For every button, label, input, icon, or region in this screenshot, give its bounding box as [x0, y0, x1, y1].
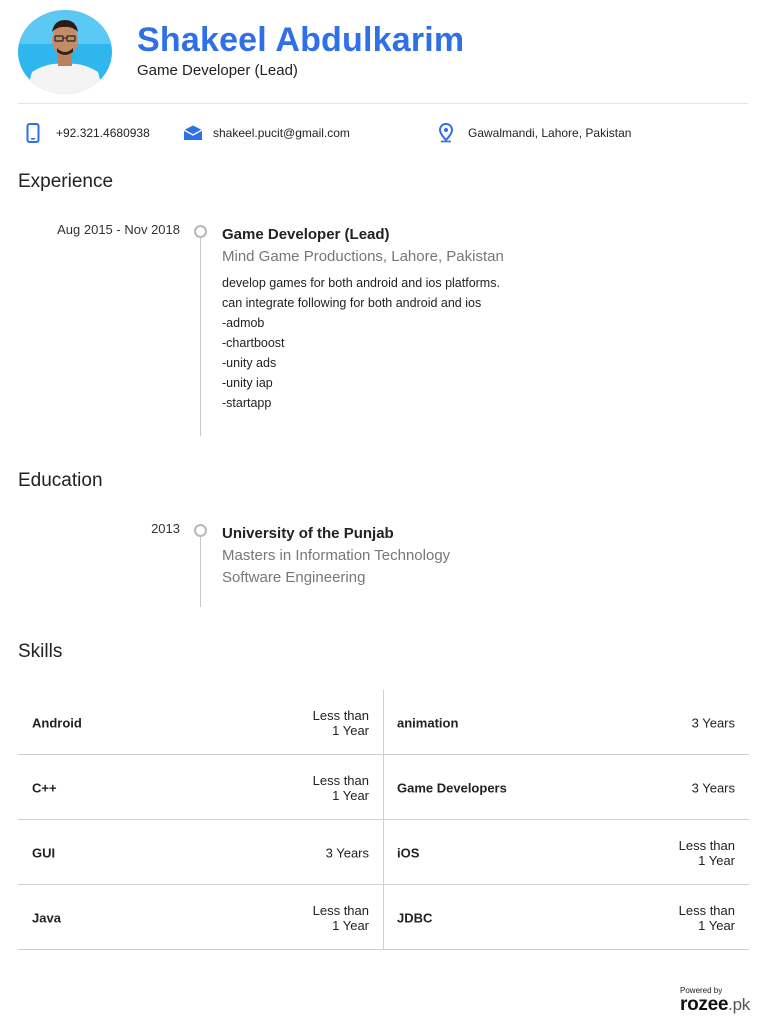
experience-company: Mind Game Productions, Lahore, Pakistan — [222, 248, 504, 265]
skills-row — [18, 885, 749, 950]
skill-exp-line: Less than — [312, 902, 369, 918]
skill-cell — [384, 885, 749, 950]
skill-cell — [384, 690, 749, 755]
skill-cell — [384, 755, 749, 820]
experience-timeline-line — [200, 238, 201, 436]
skill-exp-line: 1 Year — [332, 917, 369, 933]
skill-experience — [625, 780, 735, 795]
education-date: 2013 — [151, 521, 180, 536]
skill-cell — [384, 820, 749, 885]
skill-experience — [625, 838, 735, 868]
skill-experience — [259, 708, 369, 738]
education-institution: University of the Punjab — [222, 525, 394, 542]
location-text: Gawalmandi, Lahore, Pakistan — [468, 126, 632, 140]
skill-name: JDBC — [397, 910, 433, 925]
skills-table — [18, 690, 749, 950]
experience-desc-line: -admob — [222, 316, 265, 330]
brand-suffix: .pk — [728, 995, 750, 1014]
skill-exp-line: Less than — [678, 902, 735, 918]
skill-name: Java — [32, 910, 61, 925]
education-timeline-line — [200, 537, 201, 607]
skill-exp-line: 3 Years — [691, 715, 735, 730]
education-heading: Education — [18, 470, 103, 491]
experience-desc-line: -unity iap — [222, 376, 273, 390]
skill-exp-line: 1 Year — [332, 722, 369, 738]
candidate-title: Game Developer (Lead) — [137, 62, 298, 79]
skill-name: Android — [32, 715, 82, 730]
candidate-name: Shakeel Abdulkarim — [137, 21, 465, 59]
experience-desc-line: develop games for both android and ios platforms. — [222, 276, 500, 290]
contact-email — [183, 123, 350, 143]
experience-heading: Experience — [18, 171, 114, 192]
education-timeline-dot — [194, 524, 207, 537]
skill-experience — [259, 845, 369, 860]
powered-by-label: Powered by — [680, 986, 723, 995]
experience-desc-line: -chartboost — [222, 336, 285, 350]
experience-desc-line: -unity ads — [222, 356, 277, 370]
skill-experience — [625, 715, 735, 730]
skill-name: animation — [397, 715, 459, 730]
skill-cell — [18, 885, 384, 950]
skill-name: GUI — [32, 845, 56, 860]
email-text: shakeel.pucit@gmail.com — [213, 126, 350, 140]
header-divider — [18, 103, 748, 104]
skill-experience — [625, 903, 735, 933]
education-field: Software Engineering — [222, 569, 366, 586]
skills-row — [18, 755, 749, 820]
skill-cell — [18, 820, 384, 885]
profile-photo — [18, 10, 112, 94]
skills-heading: Skills — [18, 641, 63, 662]
contact-location — [438, 123, 631, 143]
location-pin-icon — [438, 123, 460, 143]
phone-text: +92.321.4680938 — [56, 126, 150, 140]
skill-name: C++ — [32, 780, 57, 795]
skill-cell — [18, 690, 384, 755]
skill-exp-line: Less than — [312, 772, 369, 788]
phone-icon — [26, 123, 48, 143]
skills-row — [18, 690, 749, 755]
skill-exp-line: 3 Years — [691, 780, 735, 795]
rozee-logo[interactable] — [680, 994, 750, 1016]
skill-exp-line: 1 Year — [698, 852, 735, 868]
skill-exp-line: Less than — [678, 837, 735, 853]
skills-row — [18, 820, 749, 885]
skill-experience — [259, 773, 369, 803]
skill-exp-line: 1 Year — [332, 787, 369, 803]
experience-role: Game Developer (Lead) — [222, 226, 390, 243]
brand-main: rozee — [680, 994, 729, 1015]
skill-name: Game Developers — [397, 780, 507, 795]
experience-timeline-dot — [194, 225, 207, 238]
skill-name: iOS — [397, 845, 420, 860]
experience-desc-line: can integrate following for both android and ios — [222, 296, 482, 310]
skill-exp-line: 1 Year — [698, 917, 735, 933]
skill-experience — [259, 903, 369, 933]
avatar-image — [18, 10, 112, 94]
experience-desc-line: -startapp — [222, 396, 272, 410]
email-icon — [183, 123, 205, 143]
education-degree: Masters in Information Technology — [222, 547, 451, 564]
contact-phone — [26, 123, 150, 143]
skill-cell — [18, 755, 384, 820]
skill-exp-line: 3 Years — [325, 845, 369, 860]
skill-exp-line: Less than — [312, 707, 369, 723]
experience-date: Aug 2015 - Nov 2018 — [57, 222, 180, 237]
